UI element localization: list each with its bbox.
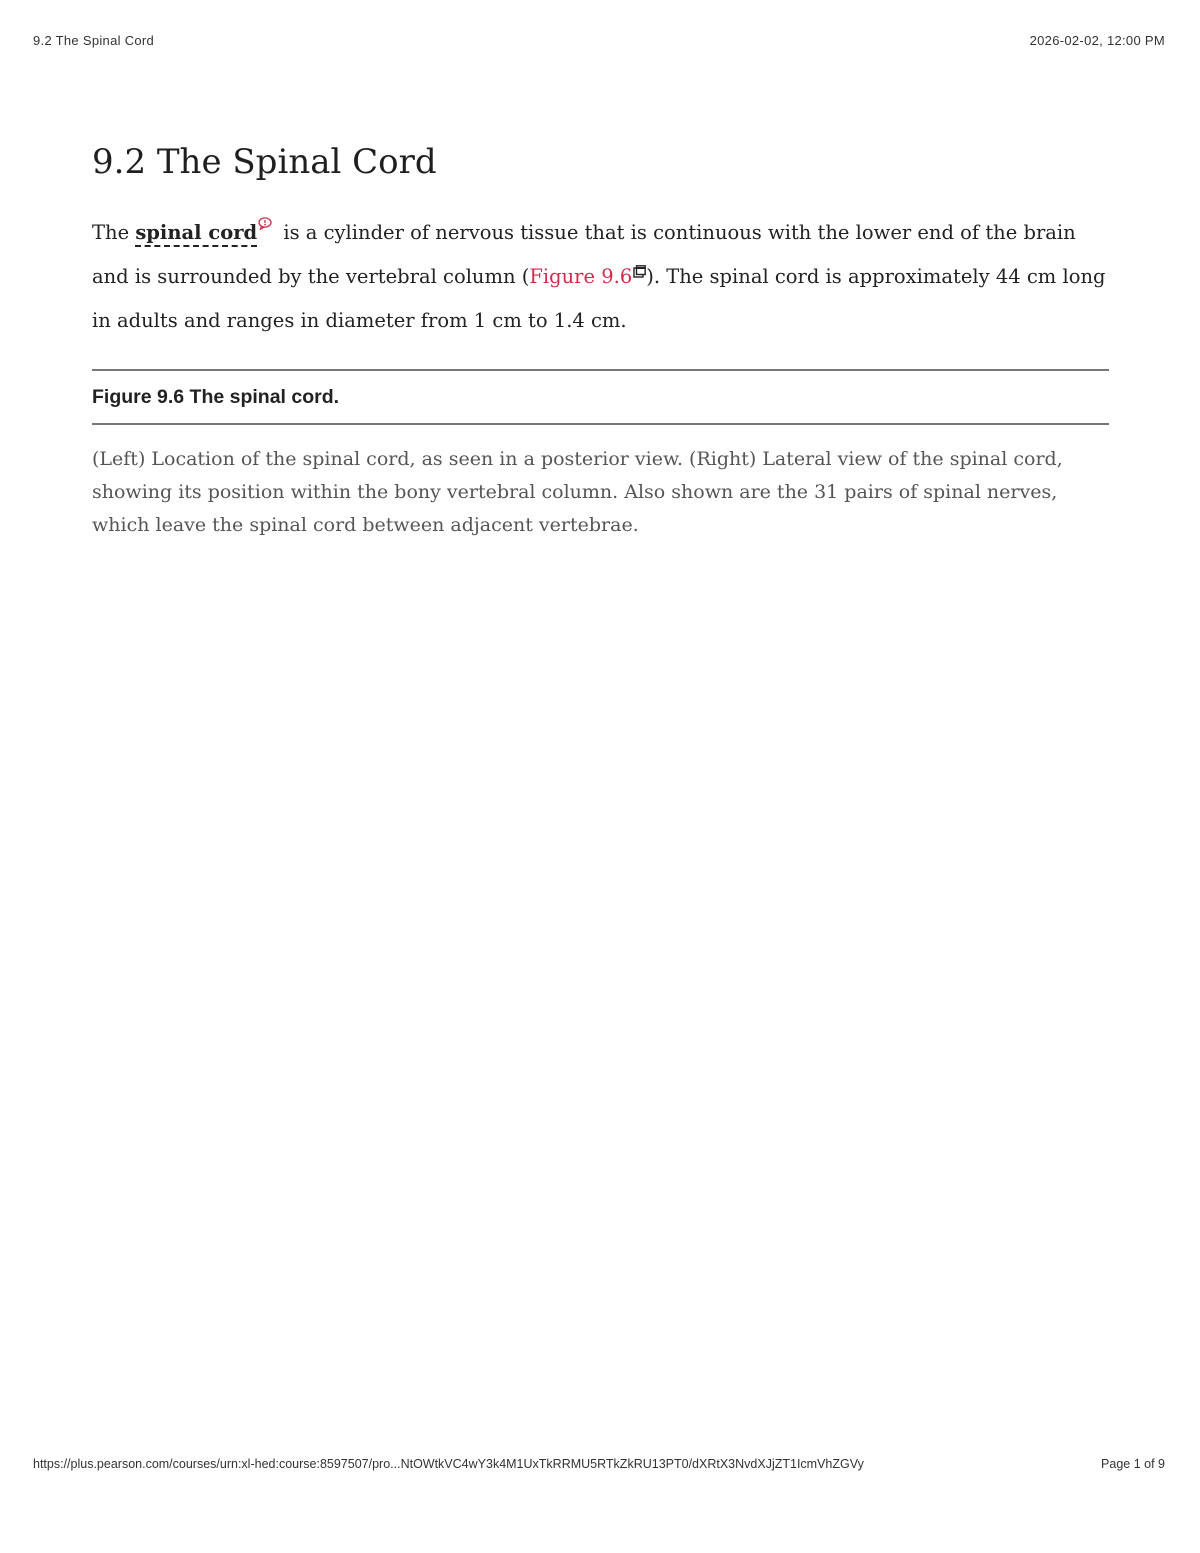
page-title: 9.2 The Spinal Cord (92, 142, 437, 182)
glossary-term-label: spinal cord (135, 221, 258, 244)
main-content (92, 138, 1109, 542)
intro-text-start: The (92, 221, 136, 244)
print-footer (33, 1457, 1165, 1477)
figure-title: Figure 9.6 The spinal cord. (92, 371, 1109, 425)
intro-text-length-unit: cm long in adults and ranges in diameter from (92, 265, 1106, 332)
intro-text-diameter-mid: cm to (486, 309, 554, 332)
figure-link[interactable] (529, 265, 646, 288)
figure-caption: (Left) Location of the spinal cord, as seen in a posterior view. (Right) Lateral view of the spinal cord, showing its position within the bony vertebral column. Also shown are the 31 pairs of spinal nerves, which leave the spinal cord between adjacent vertebrae. (92, 448, 1063, 536)
footer-url: https://plus.pearson.com/courses/urn:xl-hed:course:8597507/pro...NtOWtkVC4wY3k4M1UxTkRRMU5RTkZkRU13PT0/dXRtX3NvdXJjZT1IcmVhZGVy (33, 1457, 864, 1471)
figure-block (92, 369, 1109, 542)
intro-text-after-link: ). The spinal cord is approximately (646, 265, 996, 288)
glossary-term-link[interactable] (135, 221, 257, 247)
cord-length-value: 44 (995, 265, 1021, 288)
open-figure-icon (633, 250, 646, 263)
intro-text-middle: is a cylinder of nervous tissue that is continuous with the lower end of the brain and is surrounded by the vertebral column ( (92, 221, 1076, 288)
figure-link-label: Figure 9.6 (529, 265, 633, 288)
diameter-min-value: 1 (473, 309, 487, 332)
footer-page-number: Page 1 of 9 (1101, 1457, 1165, 1471)
intro-paragraph (92, 211, 1109, 343)
diameter-max-value: 1.4 (553, 309, 585, 332)
glossary-popup-icon[interactable] (258, 202, 272, 215)
header-doc-title: 9.2 The Spinal Cord (33, 33, 155, 48)
print-header (33, 33, 1165, 53)
header-datetime: 2026-02-02, 12:00 PM (1029, 33, 1165, 48)
intro-text-end: cm. (584, 309, 627, 332)
